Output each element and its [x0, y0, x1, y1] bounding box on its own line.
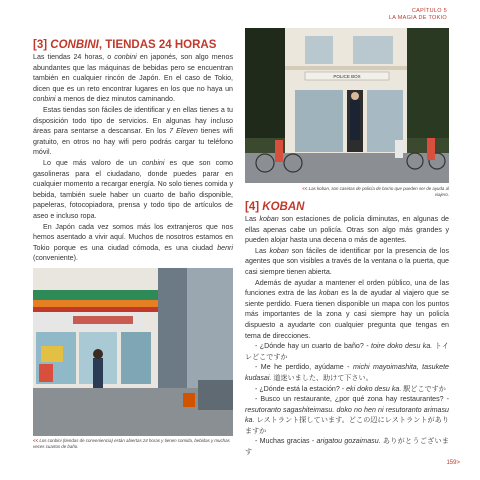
conbini-photo-illustration [33, 268, 233, 436]
conbini-heading [33, 38, 233, 52]
chapter-label: CAPÍTULO 5 [411, 8, 447, 14]
phrase-item [245, 341, 449, 362]
koban-photo-caption: << Las koban, son casetas de policía de barrio que pueden ser de ayuda al viajero. [302, 186, 449, 197]
phrase-item [245, 436, 449, 457]
phrase-japanese: 駅どこですか [401, 384, 446, 393]
phrase-japanese: レストラント探しています。どこの辺にレストラントがありますか [245, 416, 449, 435]
running-head [389, 8, 447, 22]
koban-photo [245, 28, 449, 183]
page-number [446, 460, 460, 466]
phrase-item [245, 362, 449, 383]
heading-rest: , TIENDAS 24 HORAS [98, 39, 217, 51]
conbini-paragraph-1: Las tiendas 24 horas, o conbini en japonés, son algo menos abundantes que las máquinas de bebidas pero se encuentran también en cualquier rincón de Japón. En el caso de Tokio, dicen que es un reto encontrar lugares en los que no haya un conbini a menos de diez minutos caminando. [33, 53, 233, 104]
phrase-japanese: 道迷いました、助けて下さい。 [271, 373, 373, 382]
koban-heading [245, 200, 449, 214]
caption-marker: << [33, 438, 39, 443]
phrase-spanish: - ¿Dónde hay un cuarto de baño? - [255, 342, 371, 351]
phrase-romaji: arigatou gozaimasu. [316, 437, 381, 446]
phrase-item [245, 384, 449, 395]
conbini-paragraph-3: Lo que más valoro de un conbini es que son como gasolineras para el ciudadano, donde puedes parar en cualquier momento a recargar energía. No solo tienes comida y bebida, también suele haber un cuarto de baño disponible, papeleras, fotocopiadora, prensa y todo tipo de artículos de aseo e incluso ropa. [33, 158, 233, 220]
phrase-japanese: ありがとうございます [245, 437, 449, 457]
conbini-section [33, 38, 233, 264]
koban-photo-illustration [245, 28, 449, 183]
chapter-title: LA MAGIA DE TOKIO [388, 15, 447, 21]
koban-paragraph-2: Las koban son fáciles de identificar por la presencia de los agentes que son visibles a través de la ventana o la puerta, que casi siempre tienen abierta. [245, 246, 449, 276]
heading-em: KOBAN [262, 201, 305, 213]
phrase-romaji: michi mayoimashita, tasukete kudasai. [245, 363, 449, 382]
phrase-list [245, 341, 449, 458]
conbini-paragraph-4: En Japón cada vez somos más los extranjeros que nos hemos asentado a vivir aquí. Muchos de nosotros estamos en Tokio porque es una ciudad cómoda, es una ciudad benri (conveniente). [33, 222, 233, 263]
heading-number: [4] [245, 201, 260, 213]
heading-em: CONBINI [50, 39, 99, 51]
phrase-spanish: - Busco un restaurante, ¿por qué zona hay restaurantes? - [255, 395, 449, 404]
conbini-photo-caption: << Los conbini (tiendas de conveniencia) están abiertas 24 horas y tienen comida, bebidas y muchas veces cuartos de baño. [33, 438, 230, 449]
phrase-spanish: - Muchas gracias - [255, 437, 317, 446]
page-number-value: 159 [446, 460, 457, 466]
police-box-sign: POLICE BOX [333, 74, 361, 79]
phrase-item [245, 394, 449, 436]
phrase-spanish: - ¿Dónde está la estación? - [255, 384, 347, 393]
koban-paragraph-1: Las koban son estaciones de policía diminutas, en algunas de ellas apenas cabe un policía. Otras son algo más grandes y pueden alojar hasta una decena o más de agentes. [245, 215, 449, 245]
koban-paragraph-3: Además de ayudar a mantener el orden público, una de las funciones extra de las koban es la de ayudar al viajero que se siente perdido. Fuera tienen disponible un mapa con los puntos más importantes de la zona y casi siempre hay un policía dispuesto a ayudarte con cualquier pregunta que tengas en tema de direcciones. [245, 278, 449, 340]
phrase-romaji: resutoranto sagashiteimasu. doko no hen ni resutoranto arimasu ka. [245, 405, 449, 425]
koban-section [245, 200, 449, 458]
caption-marker: << [302, 186, 308, 191]
conbini-photo [33, 268, 233, 436]
phrase-spanish: - Me he perdido, ayúdame - [255, 363, 353, 372]
phrase-romaji: toire doko desu ka. [370, 342, 433, 351]
conbini-paragraph-2: Estas tiendas son fáciles de identificar y en ellas tienes a tu disposición todo tipo de servicios. En algunas hay incluso áreas para sentarse a descansar. En los 7 Eleven tienes wifi gratuito, en otros no hay wifi pero podrás cargar tu teléfono móvil. [33, 105, 233, 157]
page-number-marker: > [456, 460, 460, 466]
phrase-romaji: eki doko desu ka. [346, 384, 402, 393]
heading-number: [3] [33, 39, 48, 51]
phrase-japanese: トイレどこですか [245, 342, 449, 361]
